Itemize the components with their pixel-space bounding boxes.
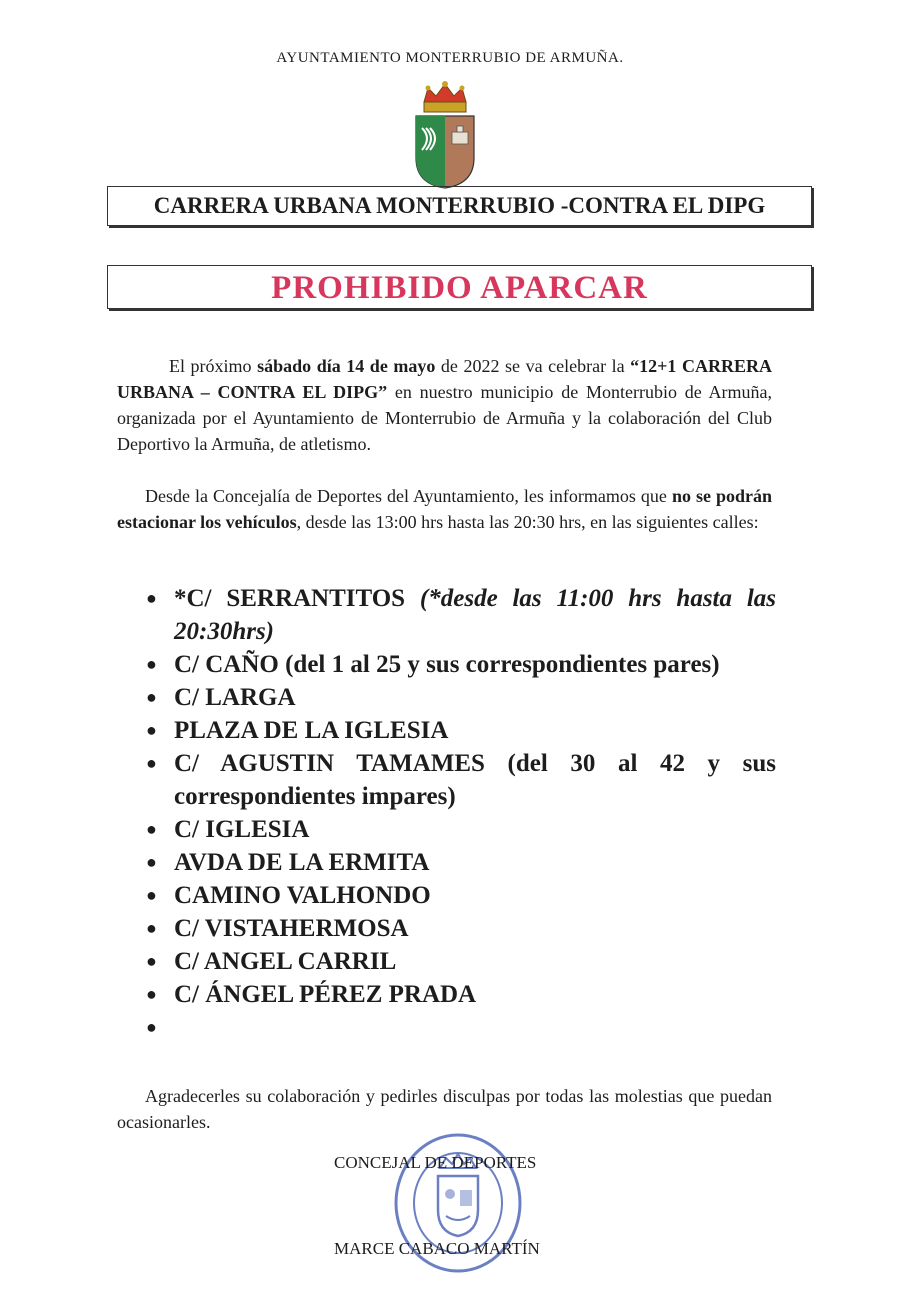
- bold-span: sábado día 14 de mayo: [257, 356, 436, 376]
- bold-span: no se podrán estacionar los vehículos: [117, 486, 773, 532]
- street-name: C/ VISTAHERMOSA: [174, 915, 409, 942]
- bullet-icon: ●: [146, 951, 157, 971]
- text-span: Desde la Concejalía de Deportes del Ayuntamiento, les informamos que: [145, 486, 672, 506]
- bullet-icon: ●: [146, 687, 157, 707]
- coat-of-arms-icon: [410, 80, 480, 190]
- bullet-icon: ●: [146, 885, 157, 905]
- list-item: [146, 714, 776, 747]
- street-note: (*desde las 11:00 hrs hasta las 20:30hrs): [174, 585, 777, 645]
- text-span: , desde las 13:00 hrs hasta las 20:30 hrs, en las siguientes calles:: [296, 512, 759, 532]
- street-name: *C/ SERRANTITOS: [174, 585, 420, 612]
- bullet-icon: ●: [146, 918, 157, 938]
- event-announcement-paragraph: [117, 353, 772, 457]
- bullet-icon: ●: [146, 984, 157, 1004]
- text-span: El próximo: [169, 356, 258, 376]
- street-name: C/ AGUSTIN TAMAMES (del 30 al 42 y sus correspondientes impares): [174, 750, 776, 810]
- bullet-icon: ●: [146, 819, 157, 839]
- bullet-icon: ●: [146, 753, 157, 773]
- street-name: C/ CAÑO (del 1 al 25 y sus correspondientes pares): [174, 651, 720, 678]
- bullet-icon: ●: [146, 654, 157, 674]
- street-name: C/ ÁNGEL PÉREZ PRADA: [174, 981, 477, 1008]
- street-name: C/ LARGA: [174, 684, 296, 711]
- list-item: [146, 747, 776, 813]
- street-name: AVDA DE LA ERMITA: [174, 849, 430, 876]
- parking-notice-paragraph: [117, 483, 772, 535]
- no-parking-warning-box: PROHIBIDO APARCAR: [107, 265, 812, 309]
- bullet-icon: ●: [146, 720, 157, 740]
- list-item: [146, 978, 776, 1011]
- street-list: [146, 582, 776, 1044]
- street-name: PLAZA DE LA IGLESIA: [174, 717, 449, 744]
- street-name: C/ ANGEL CARRIL: [174, 948, 397, 975]
- bullet-icon: ●: [146, 588, 157, 608]
- list-item: [146, 912, 776, 945]
- list-item: [146, 846, 776, 879]
- list-item: [146, 648, 776, 681]
- list-item: [146, 879, 776, 912]
- event-title-box: CARRERA URBANA MONTERRUBIO -CONTRA EL DIPG: [107, 186, 812, 226]
- list-item: [146, 813, 776, 846]
- signature-title: CONCEJAL DE DEPORTES: [334, 1153, 537, 1172]
- text-span: en nuestro municipio de Monterrubio de Armuña, organizada por el Ayuntamiento de Monterrubio de Armuña y la colaboración del Club Deportivo la Armuña, de atletismo.: [117, 382, 772, 454]
- bullet-icon: ●: [146, 852, 157, 872]
- closing-paragraph: Agradecerles su colaboración y pedirles disculpas por todas las molestias que puedan ocasionarles.: [117, 1086, 772, 1132]
- text-span: de 2022 se va celebrar la: [435, 356, 631, 376]
- street-name: CAMINO VALHONDO: [174, 882, 431, 909]
- bold-span: “12+1 CARRERA URBANA – CONTRA EL DIPG”: [117, 356, 772, 402]
- list-item: [146, 945, 776, 978]
- organization-header: AYUNTAMIENTO MONTERRUBIO DE ARMUÑA.: [276, 50, 624, 66]
- signature-name: MARCE CABACO MARTÍN: [334, 1239, 540, 1258]
- list-item: [146, 681, 776, 714]
- list-item-empty: [146, 1011, 776, 1044]
- list-item: [146, 582, 776, 648]
- bullet-icon: ●: [146, 1017, 157, 1037]
- street-name: C/ IGLESIA: [174, 816, 310, 843]
